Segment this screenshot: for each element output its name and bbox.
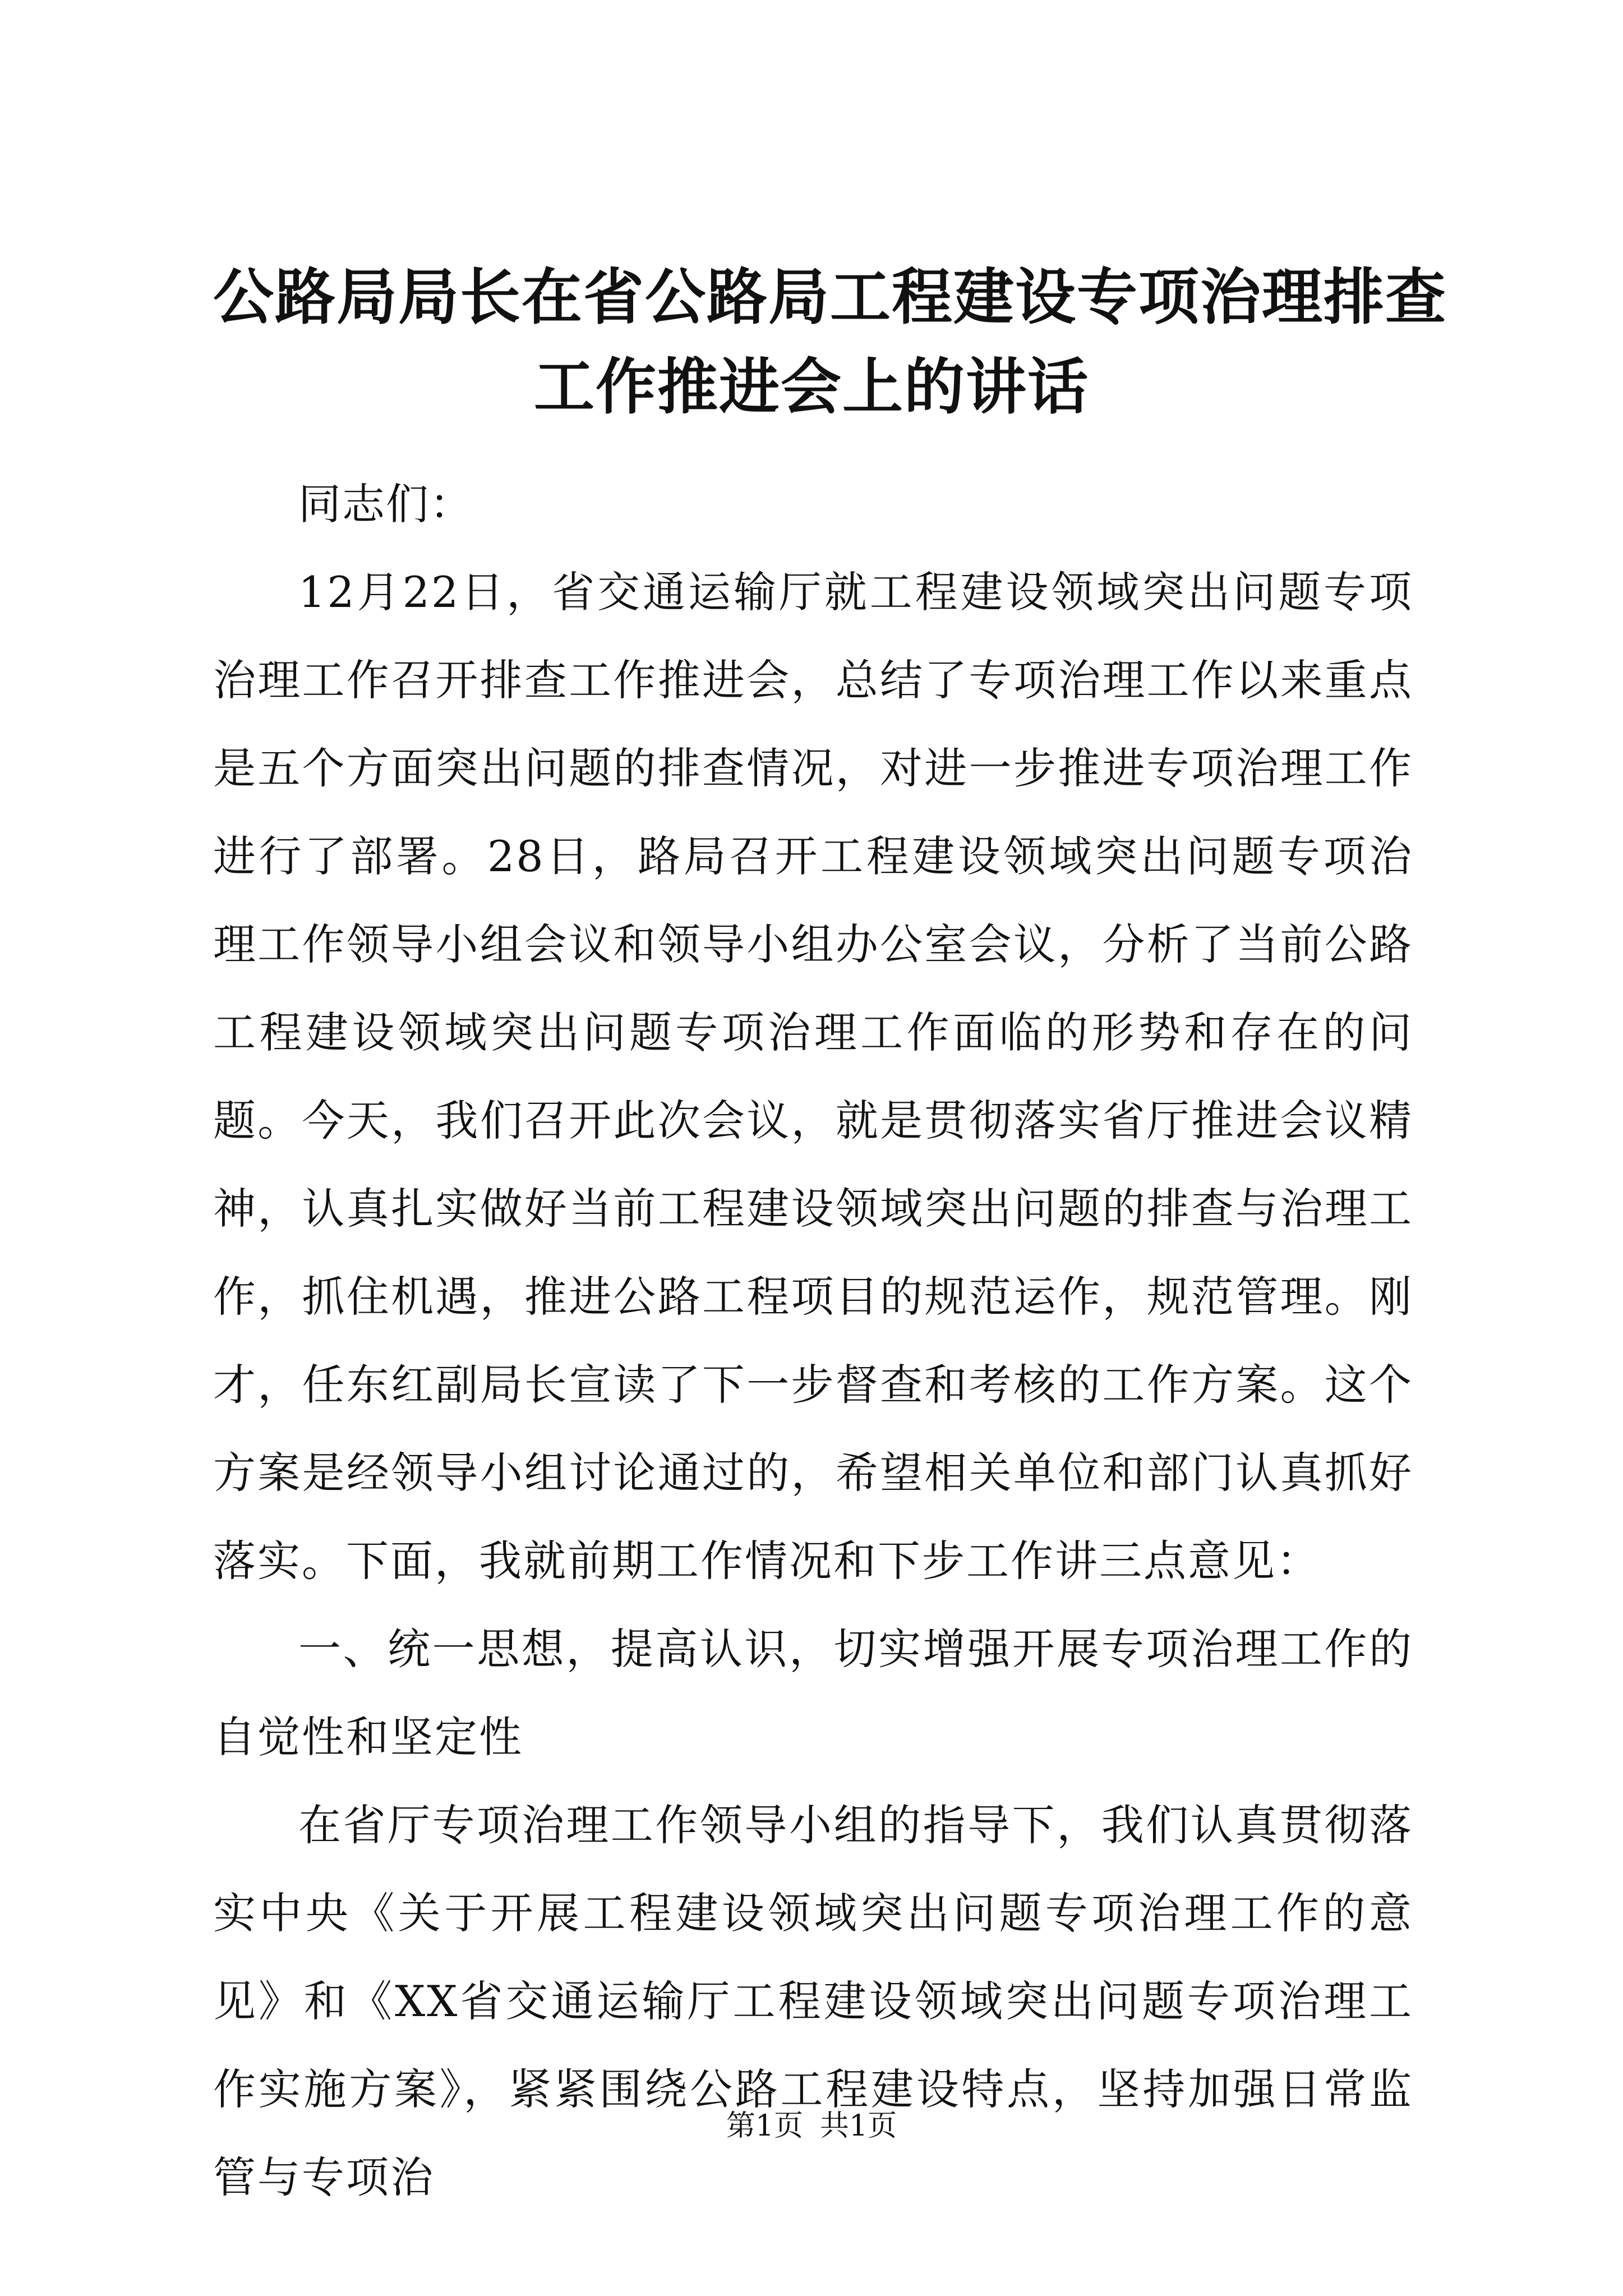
salutation: 同志们： — [298, 479, 473, 529]
document-body — [213, 460, 1413, 2221]
paragraph-section-1: 在省厅专项治理工作领导小组的指导下，我们认真贯彻落实中央《关于开展工程建设领域突出问题专项治理工作的意见》和《XX省交通运输厅工程建设领域突出问题专项治理工作实施方案》，紧紧围绕公路工程建设特点，坚持加强日常监管与专项治 — [213, 1800, 1413, 2202]
paragraph-intro: 12月22日，省交通运输厅就工程建设领域突出问题专项治理工作召开排查工作推进会，总结了专项治理工作以来重点是五个方面突出问题的排查情况，对进一步推进专项治理工作进行了部署。28日，路局召开工程建设领域突出问题专项治理工作领导小组会议和领导小组办公室会议，分析了当前公路工程建设领域突出问题专项治理工作面临的形势和存在的问题。今天，我们召开此次会议，就是贯彻落实省厅推进会议精神，认真扎实做好当前工程建设领域突出问题的排查与治理工作，抓住机遇，推进公路工程项目的规范运作，规范管理。刚才，任东红副局长宣读了下一步督查和考核的工作方案。这个方案是经领导小组讨论通过的，希望相关单位和部门认真抓好落实。下面，我就前期工作情况和下步工作讲三点意见： — [213, 567, 1413, 1586]
page-footer — [0, 2106, 1623, 2146]
section-heading-1: 一、统一思想，提高认识，切实增强开展专项治理工作的自觉性和坚定性 — [213, 1624, 1413, 1762]
document-title — [213, 252, 1447, 432]
page-number: 第1页 — [726, 2109, 803, 2143]
title-line-1: 公路局局长在省公路局工程建设专项治理排查 — [213, 262, 1447, 333]
page-total: 共1页 — [820, 2109, 897, 2143]
title-line-2: 工作推进会上的讲话 — [533, 352, 1089, 422]
